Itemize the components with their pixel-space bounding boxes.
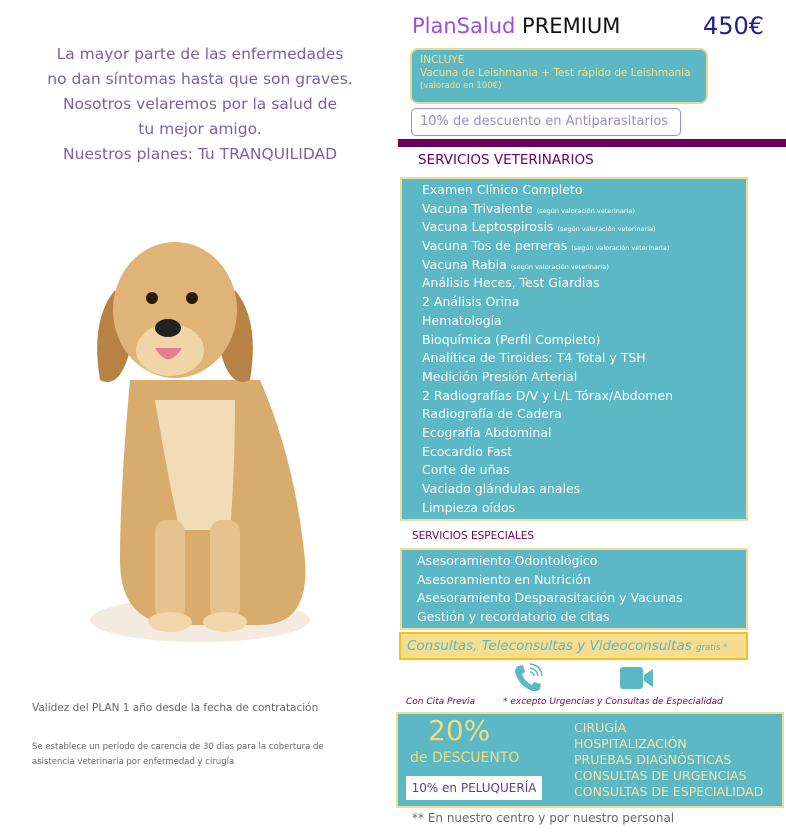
waiting-period-note: Se establece un período de carencia de 30 días para la cobertura de asistencia veterinaria por enfermedad y cirugía <box>32 742 324 767</box>
service-note: (según valoración veterinaria) <box>510 262 609 271</box>
intro-line: no dan síntomas hasta que son graves. <box>47 70 353 88</box>
includes-note: (valorado en 100€) <box>420 81 502 91</box>
phone-icon <box>512 662 544 694</box>
discount-label: de DESCUENTO <box>410 750 520 766</box>
intro-line: Nuestros planes: Tu TRANQUILIDAD <box>62 145 338 163</box>
list-item: CONSULTAS DE URGENCIAS <box>574 768 747 783</box>
list-item <box>422 349 746 368</box>
service-name: Vacuna Trivalente <box>422 200 533 216</box>
service-note: (según valoración veterinaria) <box>571 244 670 253</box>
service-name: Limpieza oídos <box>422 499 516 515</box>
list-item: PRUEBAS DIAGNÓSTICAS <box>574 752 732 767</box>
plan-price: 450€ <box>703 12 765 40</box>
plan-name: PREMIUM <box>522 14 621 38</box>
appointment-note: Con Cita Previa <box>406 697 476 707</box>
list-item <box>422 274 746 293</box>
list-item <box>422 443 746 462</box>
discount-list <box>574 720 763 800</box>
list-item <box>422 405 746 424</box>
intro-line: La mayor parte de las enfermedades <box>56 45 344 63</box>
service-name: Hematología <box>422 312 502 328</box>
list-item <box>422 200 746 219</box>
service-name: 2 Radiografías D/V y L/L Tórax/Abdomen <box>422 387 674 403</box>
free-label: gratis * <box>696 643 728 653</box>
service-name: Examen Clínico Completo <box>422 182 583 197</box>
list-item: Gestión y recordatorio de citas <box>417 609 610 625</box>
includes-label: INCLUYE <box>420 54 465 66</box>
list-item <box>422 237 746 256</box>
golden-retriever-image <box>60 230 340 650</box>
discount-box <box>396 712 784 808</box>
service-name: Bioquímica (Perfil Completo) <box>422 331 601 347</box>
vet-services-list <box>400 177 748 521</box>
list-item <box>422 312 746 331</box>
list-item: CIRUGÍA <box>574 720 627 735</box>
includes-text: Vacuna de Leishmania + Test rápido de Leishmania <box>420 67 691 79</box>
list-item <box>422 387 746 406</box>
video-camera-icon <box>620 666 654 690</box>
list-item <box>422 293 746 312</box>
service-name: 2 Análisis Orina <box>422 294 520 310</box>
list-item <box>422 331 746 350</box>
special-services-heading: SERVICIOS ESPECIALES <box>412 530 535 542</box>
divider-bar <box>398 139 786 147</box>
list-item <box>422 499 746 518</box>
list-item <box>422 461 746 480</box>
list-item: Asesoramiento en Nutrición <box>417 571 591 587</box>
list-item: CONSULTAS DE ESPECIALIDAD <box>574 784 764 799</box>
exception-note: * excepto Urgencias y Consultas de Especialidad <box>503 697 723 707</box>
antiparasitic-discount: 10% de descuento en Antiparasitarios <box>411 108 681 136</box>
service-name: Análisis Heces, Test Giardias <box>422 275 600 291</box>
service-name: Radiografía de Cadera <box>422 406 562 422</box>
service-name: Ecografía Abdominal <box>422 424 552 440</box>
validity-note: Validez del PLAN 1 año desde la fecha de contratación <box>32 702 319 714</box>
service-name: Vacuna Tos de perreras <box>422 238 568 254</box>
consultations-text: Consultas, Teleconsultas y Videoconsultas <box>407 638 692 654</box>
service-name: Vaciado glándulas anales <box>422 481 581 496</box>
list-item <box>422 218 746 237</box>
plan-title <box>412 14 620 38</box>
brand-name: PlanSalud <box>412 14 516 38</box>
vet-services-heading: SERVICIOS VETERINARIOS <box>418 152 594 168</box>
list-item <box>422 368 746 387</box>
service-note: (según valoración veterinaria) <box>536 206 635 215</box>
service-note: (según valoración veterinaria) <box>557 225 656 234</box>
list-item: HOSPITALIZACIÓN <box>574 736 687 751</box>
intro-line: Nosotros velaremos por la salud de <box>62 95 338 113</box>
list-item: Asesoramiento Desparasitación y Vacunas <box>417 590 683 606</box>
service-name: Analítica de Tiroides: T4 Total y TSH <box>422 350 646 366</box>
service-name: Medición Presión Arterial <box>422 368 578 384</box>
service-name: Vacuna Rabia <box>422 256 507 272</box>
list-item <box>422 424 746 443</box>
list-item <box>422 181 746 200</box>
discount-percent: 20% <box>428 714 491 747</box>
service-name: Corte de uñas <box>422 462 510 478</box>
service-name: Ecocardio Fast <box>422 443 513 459</box>
list-item <box>422 256 746 275</box>
intro-text <box>20 42 380 167</box>
includes-box <box>410 48 708 104</box>
service-name: Vacuna Leptospirosis <box>422 219 554 235</box>
grooming-discount: 10% en PELUQUERÍA <box>406 776 542 800</box>
footnote: ** En nuestro centro y por nuestro personal <box>412 811 675 825</box>
list-item: Asesoramiento Odontológico <box>417 553 598 568</box>
list-item <box>422 480 746 499</box>
consultations-banner <box>399 632 748 660</box>
special-services-list <box>400 548 748 630</box>
intro-line: tu mejor amigo. <box>138 120 262 138</box>
